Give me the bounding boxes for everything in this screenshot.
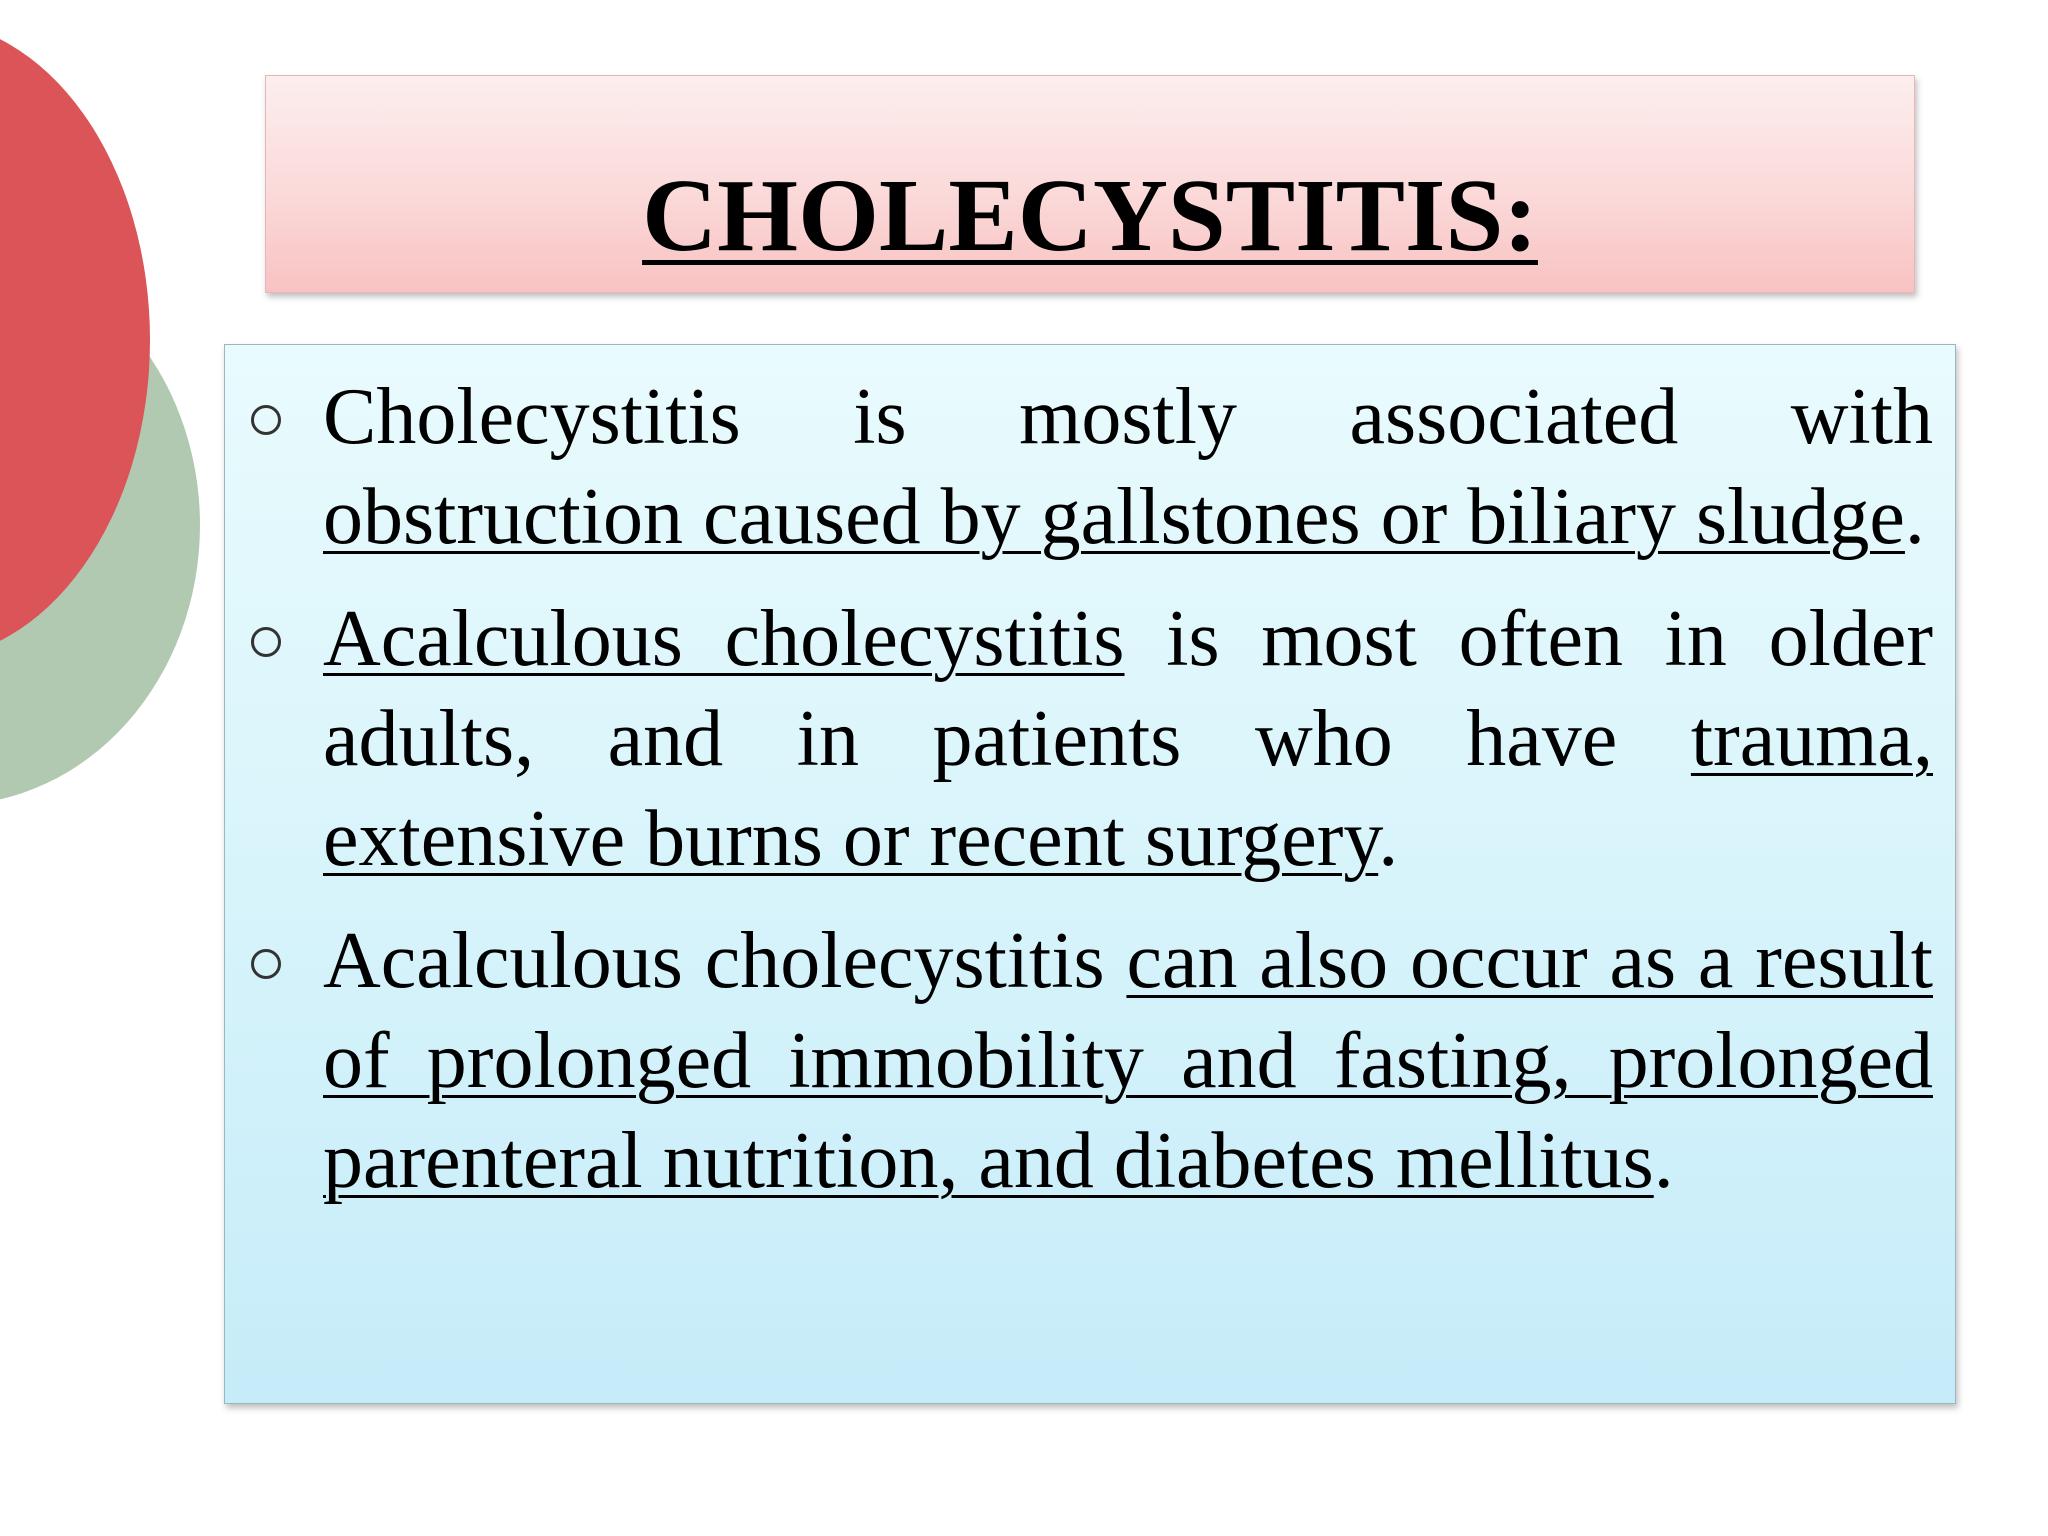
bullet-text-3 [323, 911, 1933, 1211]
bullet-1-text-a: Cholecystitis is mostly associated with [323, 373, 1933, 461]
bullet-1-text-b: . [1904, 473, 1925, 561]
bullet-2-text-b: . [1378, 795, 1399, 883]
bullet-circle-icon [251, 405, 281, 435]
bullet-item-1 [225, 367, 1955, 567]
bullet-text-1 [323, 367, 1933, 567]
bullet-1-underlined-a: obstruction caused by gallstones or biliary sludge [323, 473, 1905, 561]
slide-title: CHOLECYSTITIS: [642, 158, 1538, 273]
bullet-3-underlined-a: can also occur as a result of prolonged immobility and fasting, prolonged parenteral nutrition, and diabetes mellitus [323, 917, 1933, 1205]
bullet-3-text-b: . [1653, 1117, 1674, 1205]
bullet-2-underlined-b: trauma, extensive burns or recent surgery [323, 695, 1933, 883]
bullet-list [225, 367, 1955, 1233]
bullet-2-underlined-a: Acalculous cholecystitis [323, 595, 1125, 683]
content-box [224, 344, 1956, 1404]
bullet-3-text-a: Acalculous cholecystitis [323, 917, 1127, 1005]
bullet-circle-icon [251, 627, 281, 657]
bullet-text-2 [323, 589, 1933, 889]
bullet-2-text-a: is most often in older adults, and in patients who have [323, 595, 1933, 783]
bullet-circle-icon [251, 949, 281, 979]
bullet-item-2 [225, 589, 1955, 889]
bullet-item-3 [225, 911, 1955, 1211]
title-box [265, 75, 1915, 293]
